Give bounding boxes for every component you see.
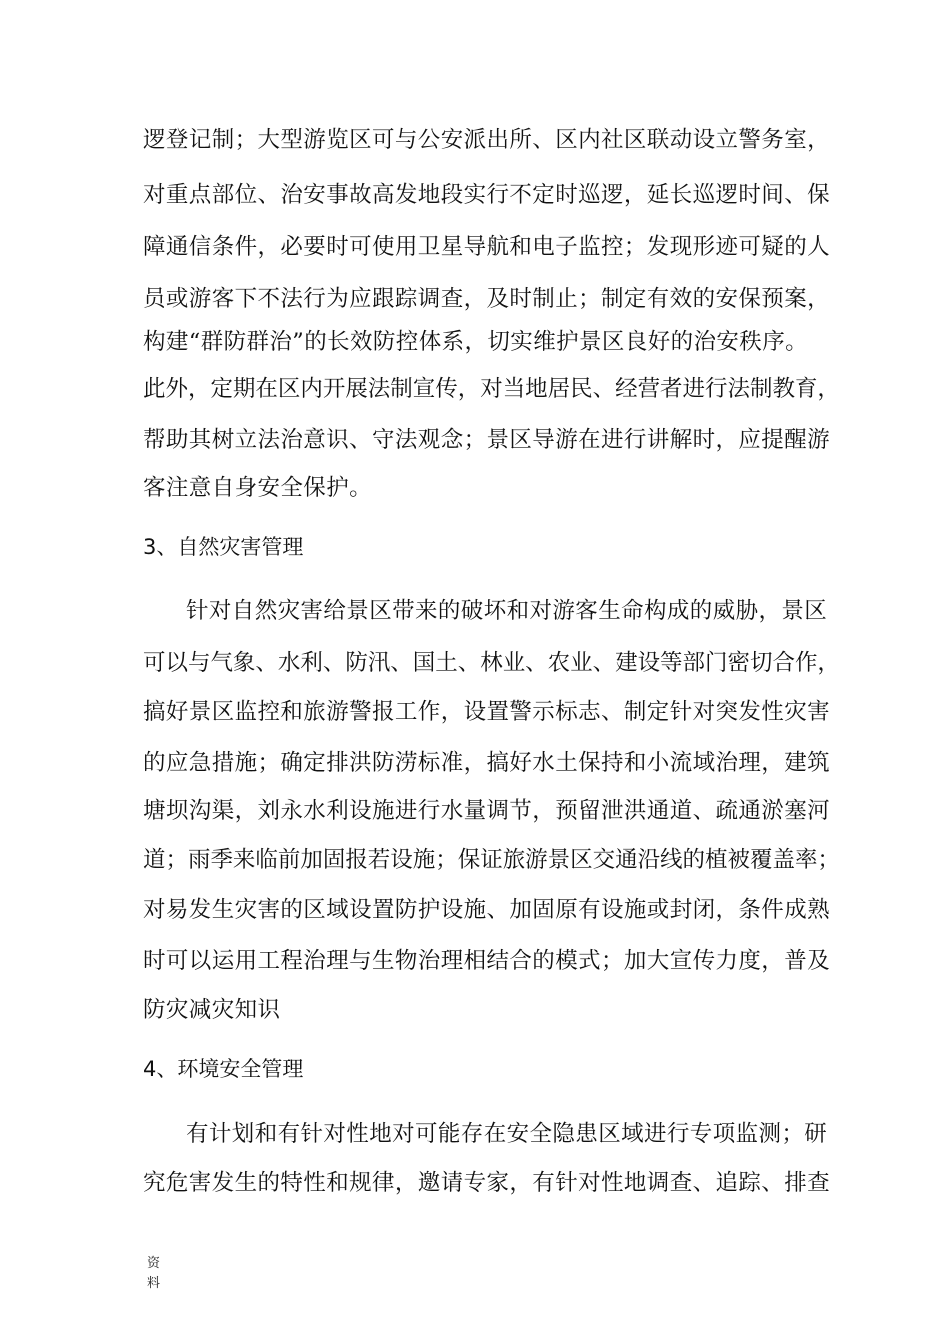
text-line: 逻登记制；大型游览区可与公安派出所、区内社区联动设立警务室，	[143, 127, 831, 153]
section-heading-natural-disaster: 3、自然灾害管理	[143, 535, 304, 559]
text-line: 可以与气象、水利、防汛、国土、林业、农业、建设等部门密切合作，	[143, 650, 840, 676]
text-line: 搞好景区监控和旅游警报工作，设置警示标志、制定针对突发性灾害	[143, 699, 831, 725]
text-line: 道；雨季来临前加固报若设施；保证旅游景区交通沿线的植被覆盖率；	[143, 847, 840, 873]
text-line: 对重点部位、治安事故高发地段实行不定时巡逻，延长巡逻时间、保	[143, 182, 831, 208]
text-line: 防灾减灾知识	[143, 997, 281, 1023]
text-line: 障通信条件，必要时可使用卫星导航和电子监控；发现形迹可疑的人	[143, 234, 831, 260]
text-line: 究危害发生的特性和规律，邀请专家，有针对性地调查、追踪、排查	[143, 1170, 831, 1196]
text-line: 时可以运用工程治理与生物治理相结合的模式；加大宣传力度，普及	[143, 948, 831, 974]
text-line: 有计划和有针对性地对可能存在安全隐患区域进行专项监测；研	[186, 1121, 828, 1147]
text-line: 客注意自身安全保护。	[143, 475, 373, 501]
text-line: 针对自然灾害给景区带来的破坏和对游客生命构成的威胁，景区	[186, 598, 828, 624]
page-footer: 资料	[147, 1256, 161, 1291]
section-heading-environment-safety: 4、环境安全管理	[143, 1057, 304, 1081]
text-line: 塘坝沟渠，刘永水利设施进行水量调节，预留泄洪通道、疏通淤塞河	[143, 798, 831, 824]
text-line: 此外，定期在区内开展法制宣传，对当地居民、经营者进行法制教育，	[143, 376, 840, 402]
text-line: 帮助其树立法治意识、守法观念；景区导游在进行讲解时，应提醒游	[143, 427, 831, 453]
text-line: 的应急措施；确定排洪防涝标准，搞好水土保持和小流域治理，建筑	[143, 750, 831, 776]
text-line: 员或游客下不法行为应跟踪调查，及时制止；制定有效的安保预案，	[143, 286, 831, 312]
text-line: 构建“群防群治”的长效防控体系，切实维护景区良好的治安秩序。	[143, 329, 809, 355]
text-line: 对易发生灾害的区域设置防护设施、加固原有设施或封闭，条件成熟	[143, 897, 831, 923]
